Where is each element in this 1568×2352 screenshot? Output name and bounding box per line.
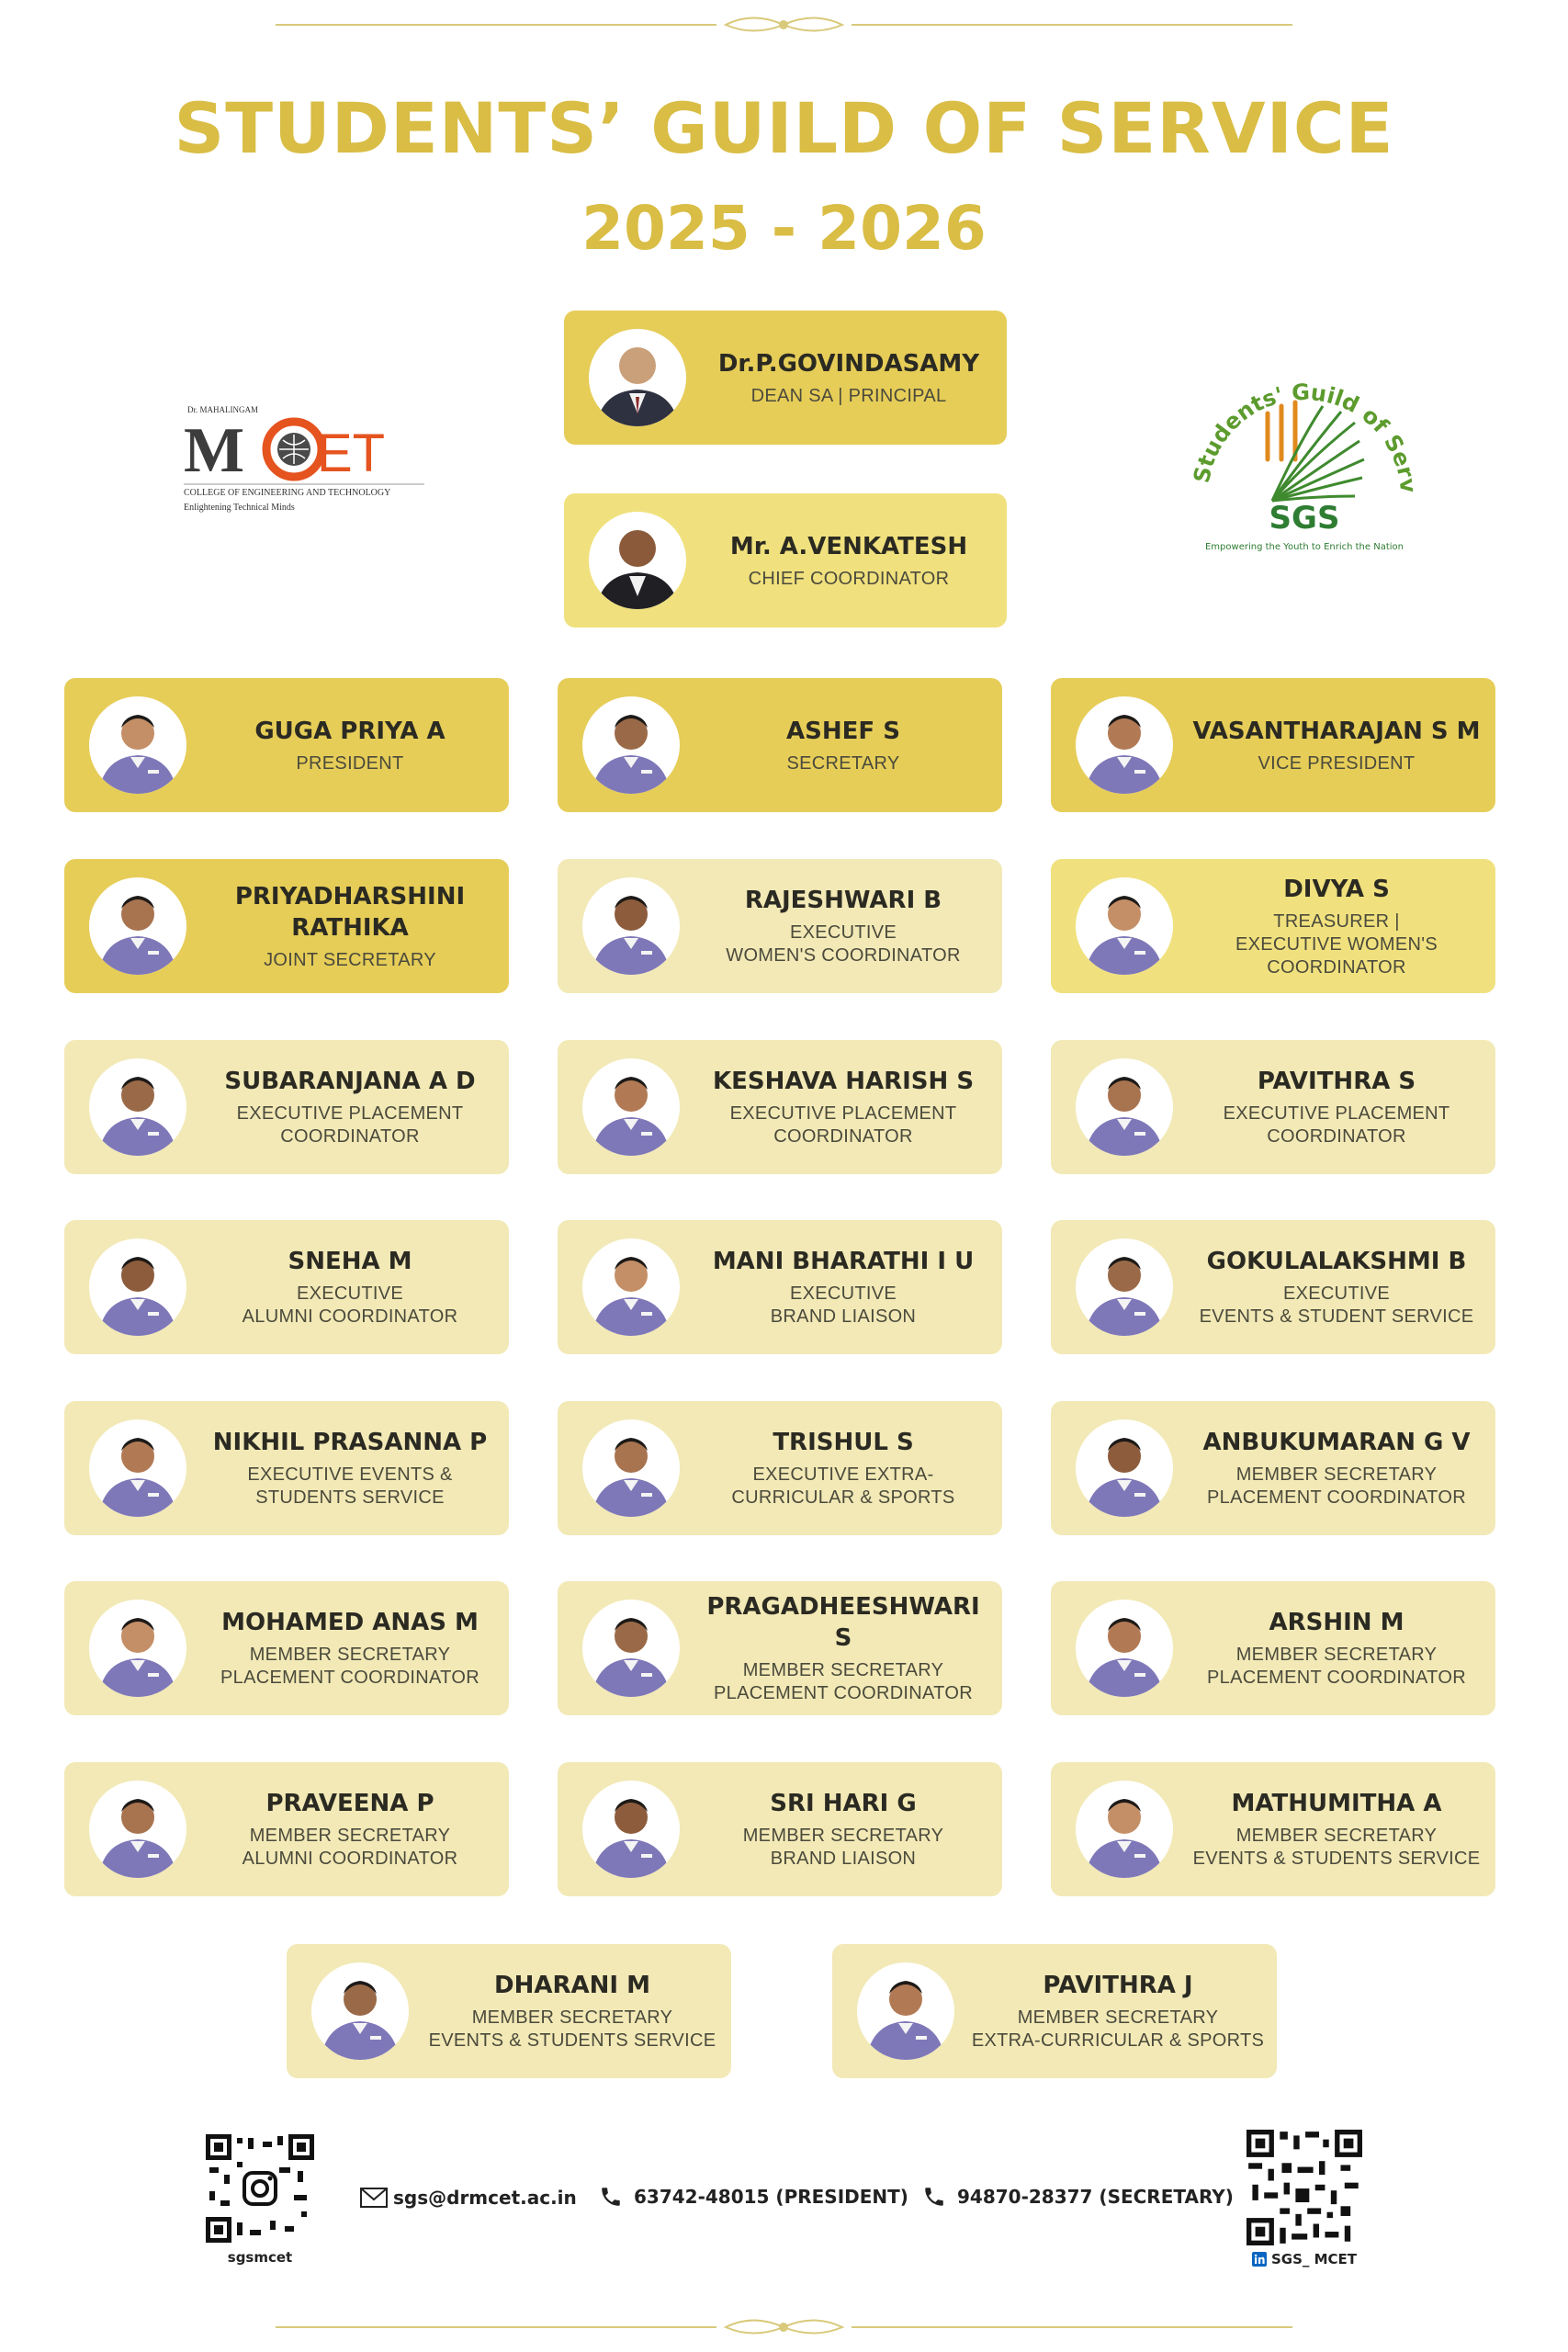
member-name: ANBUKUMARAN G V [1202,1429,1471,1456]
top-ornament-divider [276,11,1292,39]
member-avatar [857,1962,954,2060]
svg-text:ET: ET [317,424,386,483]
member-card [1051,1220,1495,1354]
member-name: KESHAVA HARISH S [712,1068,975,1095]
member-card [1051,678,1495,812]
member-card [832,1944,1277,2078]
member-role: EXECUTIVE ALUMNI COORDINATOR [242,1283,458,1327]
member-role: SECRETARY [786,752,900,774]
linkedin-qr-code[interactable] [1247,2130,1362,2245]
member-card [1051,1762,1495,1896]
leader-name: Mr. A.VENKATESH [729,532,968,560]
linkedin-icon [1252,2252,1267,2267]
member-avatar [1076,696,1173,794]
member-name: SUBARANJANA A D [224,1068,476,1095]
member-card [64,1220,509,1354]
svg-text:M: M [184,415,245,486]
member-name: PAVITHRA S [1257,1068,1416,1095]
mcet-logo-subtitle: COLLEGE OF ENGINEERING AND TECHNOLOGY [184,488,391,498]
member-avatar [1076,1419,1173,1517]
instagram-qr-code[interactable] [206,2134,314,2243]
leader-card [564,493,1007,628]
member-avatar [1076,1238,1173,1336]
member-card [558,1040,1002,1174]
member-avatar [582,696,680,794]
member-avatar [582,1600,680,1697]
member-avatar [89,1238,186,1336]
member-avatar [1076,877,1173,975]
member-role: EXECUTIVE BRAND LIAISON [770,1283,917,1327]
sgs-logo-wordmark: SGS [1269,500,1340,537]
member-role: MEMBER SECRETARY ALUMNI COORDINATOR [242,1826,458,1869]
member-name: PRAGADHEESHWARI S [706,1593,980,1652]
secretary-phone-contact[interactable] [922,2185,1234,2209]
member-avatar [89,877,186,975]
member-role: EXECUTIVE EXTRA- CURRICULAR & SPORTS [731,1464,955,1508]
member-role: MEMBER SECRETARY EVENTS & STUDENTS SERVICE [1192,1826,1481,1869]
instagram-handle: sgsmcet [227,2249,293,2266]
member-name: RAJESHWARI B [744,887,942,914]
sgs-logo-tagline: Empowering the Youth to Enrich the Nation [1204,542,1404,552]
member-role: MEMBER SECRETARY PLACEMENT COORDINATOR [714,1660,973,1703]
member-name: NIKHIL PRASANNA P [212,1429,488,1456]
member-role: PRESIDENT [296,752,404,774]
member-role: EXECUTIVE PLACEMENT COORDINATOR [1223,1103,1450,1147]
member-card [64,859,509,993]
member-name: MANI BHARATHI I U [712,1248,975,1275]
sgs-logo [1180,349,1428,560]
leader-avatar [589,329,686,426]
member-role: TREASURER | EXECUTIVE WOMEN'S COORDINATOR [1235,910,1438,978]
mcet-logo-top-text: Dr. MAHALINGAM [187,405,258,414]
member-name: PRIYADHARSHINI RATHIKA [234,882,466,942]
member-role: MEMBER SECRETARY PLACEMENT COORDINATOR [1207,1464,1466,1508]
linkedin-handle: SGS_ MCET [1270,2251,1358,2267]
phone-icon [599,2185,623,2209]
member-avatar [582,1058,680,1156]
secretary-phone-text: 94870-28377 (SECRETARY) [957,2186,1234,2208]
leader-avatar [589,512,686,609]
member-name: PRAVEENA P [265,1790,434,1817]
president-phone-text: 63742-48015 (PRESIDENT) [634,2186,908,2208]
member-name: DHARANI M [494,1972,650,1999]
member-card [558,1762,1002,1896]
member-avatar [1076,1781,1173,1878]
member-name: SNEHA M [288,1248,412,1275]
member-role: EXECUTIVE EVENTS & STUDENTS SERVICE [247,1464,453,1508]
bottom-ornament-divider [276,2313,1292,2341]
leader-role: DEAN SA | PRINCIPAL [750,385,947,406]
member-card [64,1401,509,1535]
member-role: VICE PRESIDENT [1258,752,1416,774]
member-name: GUGA PRIYA A [254,717,446,745]
page-year: 2025 - 2026 [581,193,987,264]
member-avatar [1076,1058,1173,1156]
member-avatar [89,696,186,794]
mcet-logo [184,400,432,528]
member-avatar [89,1600,186,1697]
member-card [1051,859,1495,993]
member-card [1051,1581,1495,1715]
member-card [64,1040,509,1174]
page-title: STUDENTS’ GUILD OF SERVICE [174,87,1394,169]
member-card [1051,1040,1495,1174]
member-card [558,1581,1002,1715]
member-avatar [89,1419,186,1517]
member-role: MEMBER SECRETARY EXTRA-CURRICULAR & SPORTS [971,2007,1265,2051]
leader-role: CHIEF COORDINATOR [748,568,950,589]
member-avatar [89,1058,186,1156]
member-role: EXECUTIVE PLACEMENT COORDINATOR [729,1103,957,1147]
member-role: MEMBER SECRETARY PLACEMENT COORDINATOR [1207,1645,1466,1688]
member-card [558,859,1002,993]
sgs-logo-arc-text: Students' Guild of Serv [1188,379,1422,494]
member-avatar [311,1962,409,2060]
member-role: EXECUTIVE EVENTS & STUDENT SERVICE [1199,1283,1474,1327]
leader-name: Dr.P.GOVINDASAMY [717,349,980,378]
member-name: TRISHUL S [773,1429,914,1456]
member-card [64,1581,509,1715]
member-avatar [582,1419,680,1517]
member-role: EXECUTIVE PLACEMENT COORDINATOR [236,1103,464,1147]
member-role: MEMBER SECRETARY EVENTS & STUDENTS SERVICE [428,2007,716,2051]
member-name: VASANTHARAJAN S M [1192,717,1481,745]
mcet-logo-tagline: Enlightening Technical Minds [184,503,295,513]
member-role: MEMBER SECRETARY PLACEMENT COORDINATOR [220,1645,479,1688]
member-card [558,678,1002,812]
member-card [287,1944,731,2078]
member-card [558,1220,1002,1354]
president-phone-contact[interactable] [599,2185,908,2209]
member-avatar [89,1781,186,1878]
mail-icon [360,2188,388,2208]
member-role: EXECUTIVE WOMEN'S COORDINATOR [726,922,961,966]
member-avatar [1076,1600,1173,1697]
member-name: ARSHIN M [1269,1609,1404,1636]
linkedin-handle-row [1247,2251,1362,2267]
phone-icon [922,2185,946,2209]
member-role: MEMBER SECRETARY BRAND LIAISON [742,1826,944,1869]
member-avatar [582,1238,680,1336]
email-text: sgs@drmcet.ac.in [393,2187,577,2209]
member-avatar [582,1781,680,1878]
member-name: MOHAMED ANAS M [221,1609,479,1636]
leader-card [564,311,1007,445]
member-name: MATHUMITHA A [1231,1790,1442,1817]
member-name: SRI HARI G [770,1790,917,1817]
member-name: DIVYA S [1283,875,1390,903]
member-card [64,678,509,812]
email-contact[interactable] [360,2187,577,2209]
member-avatar [582,877,680,975]
member-role: JOINT SECRETARY [264,949,436,970]
member-card [1051,1401,1495,1535]
member-card [558,1401,1002,1535]
member-name: PAVITHRA J [1043,1972,1193,1999]
member-name: ASHEF S [786,717,900,745]
member-card [64,1762,509,1896]
member-name: GOKULALAKSHMI B [1206,1248,1467,1275]
